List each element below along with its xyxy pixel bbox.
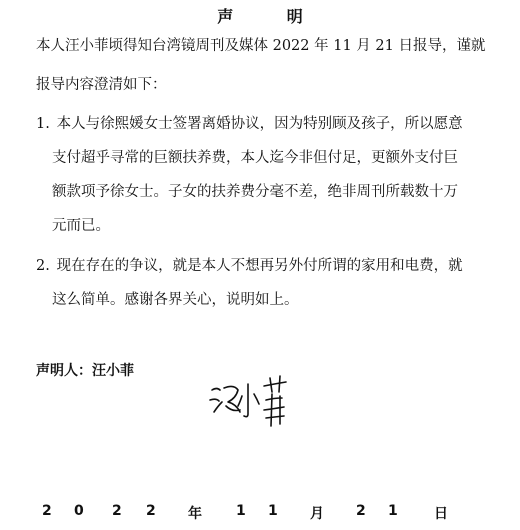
date-month-digit-2: 1 [268, 503, 278, 519]
date-month-char: 月 [310, 506, 324, 522]
date-year-digit-1: 2 [42, 503, 52, 519]
item-1-number: 1. [36, 116, 50, 132]
date-day-digit-2: 1 [388, 503, 398, 519]
date-year-digit-2: 0 [74, 503, 84, 519]
intro-line-1: 本人汪小菲顷得知台湾镜周刊及媒体 2022 年 11 月 21 日报导，谨就 [36, 38, 486, 54]
statement-date [36, 503, 456, 525]
item-1-first-line [36, 114, 463, 134]
item-2-text-1: 现在存在的争议，就是本人不想再另外付所谓的家用和电费，就 [56, 258, 463, 274]
date-day-char: 日 [434, 506, 448, 522]
item-1-text-2: 支付超乎寻常的巨额扶养费，本人迄今非但付足，更额外支付巨 [52, 150, 458, 166]
item-1-text-1: 本人与徐熙媛女士签署离婚协议，因为特别顾及孩子，所以愿意 [56, 116, 463, 132]
signer-label: 声明人：汪小菲 [36, 363, 134, 379]
date-year-digit-4: 2 [146, 503, 156, 519]
item-2-first-line [36, 256, 463, 276]
item-1-text-3: 额款项予徐女士。子女的扶养费分毫不差，绝非周刊所载数十万 [52, 184, 458, 200]
item-2-text-2: 这么简单。感谢各界关心，说明如上。 [52, 292, 299, 308]
document-title: 声 明 [217, 7, 327, 26]
intro-line-2: 报导内容澄清如下： [36, 77, 167, 93]
date-day-digit-1: 2 [356, 503, 366, 519]
handwritten-signature [206, 372, 292, 430]
item-2-number: 2. [36, 258, 50, 274]
date-year-digit-3: 2 [112, 503, 122, 519]
item-1-text-4: 元而已。 [52, 218, 110, 234]
date-month-digit-1: 1 [236, 503, 246, 519]
date-year-char: 年 [188, 506, 202, 522]
